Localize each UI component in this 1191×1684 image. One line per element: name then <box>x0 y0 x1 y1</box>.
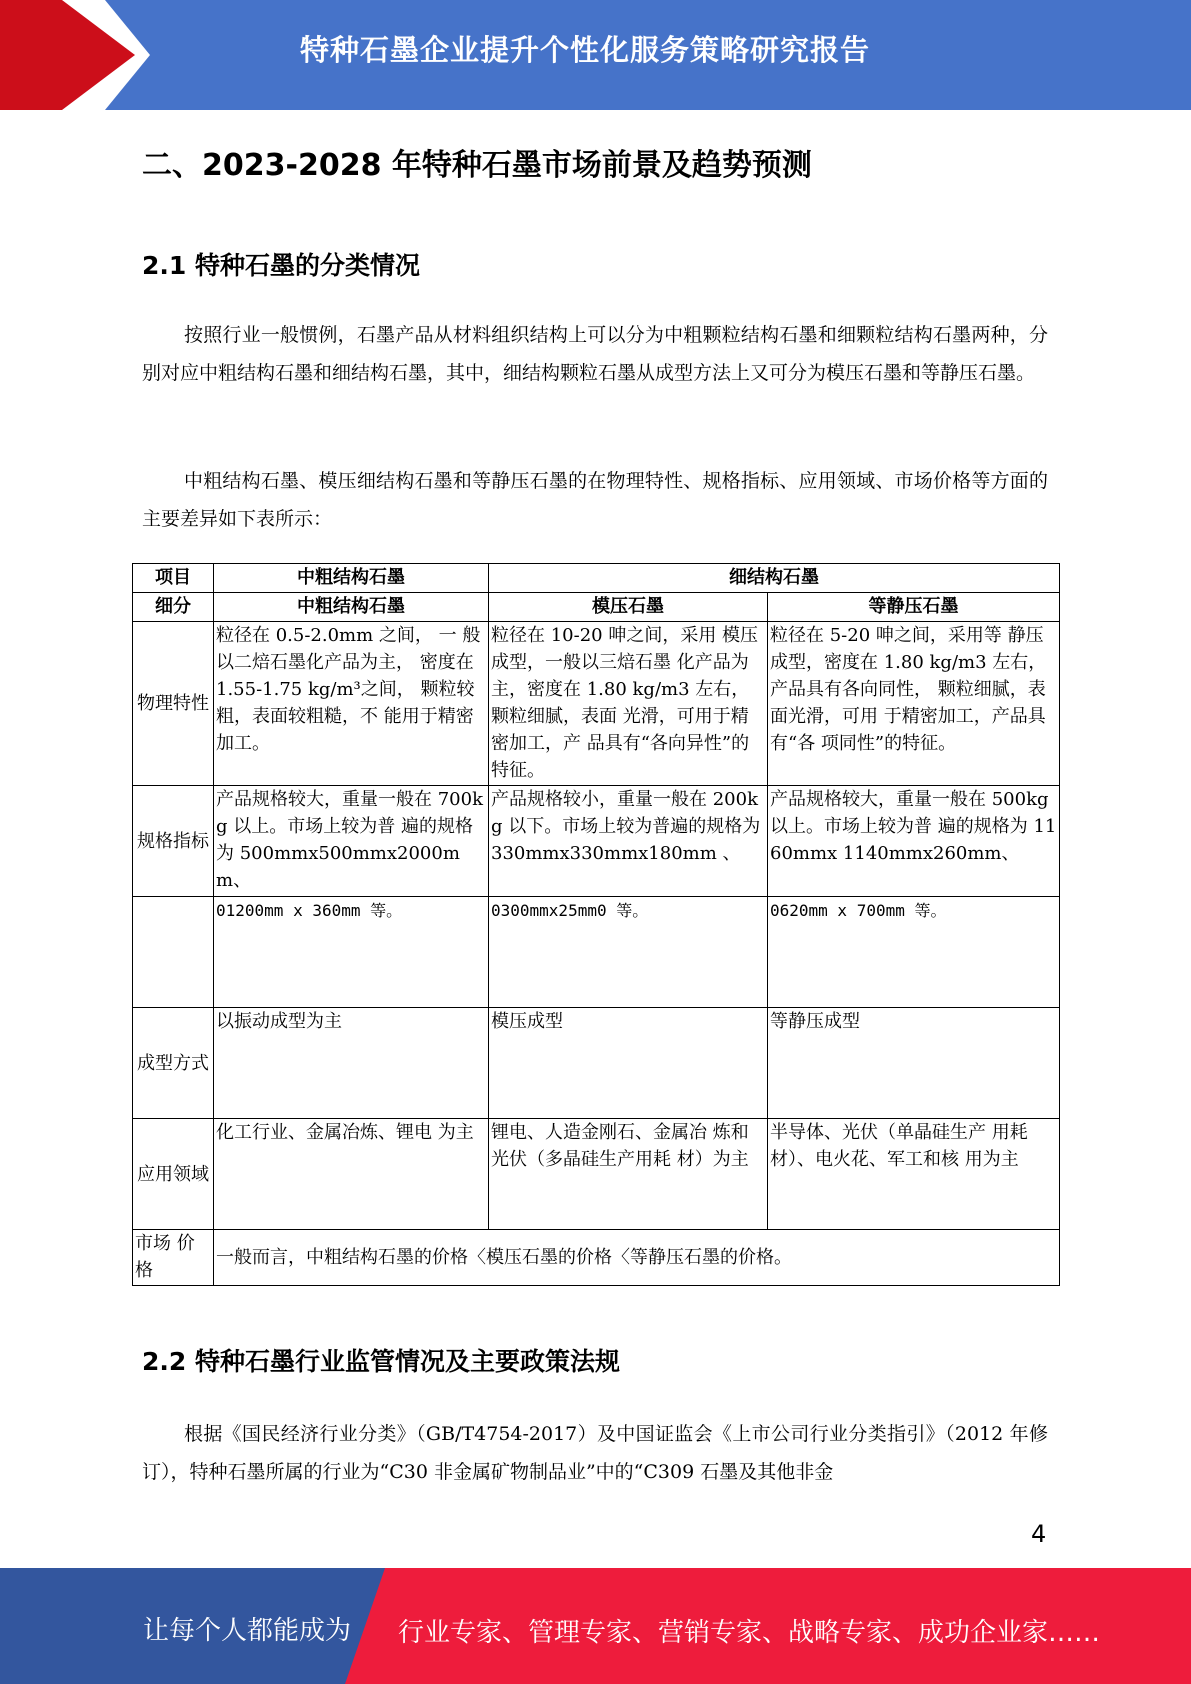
header-sub: 细分 <box>133 593 214 622</box>
cell-spec2-mold: 0300mmx25mm0 等。 <box>489 897 768 1008</box>
table-subheader-row <box>133 593 1060 622</box>
cell-application-iso: 半导体、光伏（单晶硅生产 用耗材）、电火花、军工和核 用为主 <box>768 1119 1060 1230</box>
header-arrow-icon <box>0 0 160 110</box>
header-coarse: 中粗结构石墨 <box>214 564 489 593</box>
footer-slogan-right: 行业专家、管理专家、营销专家、战略专家、成功企业家…… <box>398 1618 1101 1648</box>
table-row <box>133 622 1060 786</box>
table-header-row <box>133 564 1060 593</box>
subsection-title-2-1: 2.1 特种石墨的分类情况 <box>142 251 420 280</box>
header-sub-mold: 模压石墨 <box>489 593 768 622</box>
header-banner <box>0 0 1191 110</box>
cell-forming-mold: 模压成型 <box>489 1008 768 1119</box>
row-label-application: 应用领域 <box>133 1119 214 1230</box>
row-label-price: 市场 价格 <box>133 1230 214 1286</box>
header-sub-iso: 等静压石墨 <box>768 593 1060 622</box>
paragraph-classification: 按照行业一般惯例，石墨产品从材料组织结构上可以分为中粗颗粒结构石墨和细颗粒结构石墨两种，分别对应中粗结构石墨和细结构石墨，其中，细结构颗粒石墨从成型方法上又可分为模压石墨和等静压石墨。 <box>142 324 1048 384</box>
cell-physical-coarse: 粒径在 0.5-2.0mm 之间， 一 般以二焙石墨化产品为主， 密度在 1.55-1.75 kg/m³之间， 颗粒较粗，表面较粗糙，不 能用于精密加工。 <box>214 622 489 786</box>
row-label-spec: 规格指标 <box>133 786 214 897</box>
cell-price: 一般而言，中粗结构石墨的价格〈模压石墨的价格〈等静压石墨的价格。 <box>214 1230 1060 1286</box>
report-title: 特种石墨企业提升个性化服务策略研究报告 <box>300 33 871 67</box>
cell-spec2-coarse: 01200mm x 360mm 等。 <box>214 897 489 1008</box>
footer-slogan-left: 让每个人都能成为 <box>143 1616 352 1646</box>
section-title: 二、2023-2028 年特种石墨市场前景及趋势预测 <box>142 148 812 183</box>
subsection-title-2-2: 2.2 特种石墨行业监管情况及主要政策法规 <box>142 1347 620 1376</box>
cell-spec-coarse: 产品规格较大，重量一般在 700kg 以上。市场上较为普 遍的规格为 500mmx500mmx2000mm、 <box>214 786 489 897</box>
cell-forming-iso: 等静压成型 <box>768 1008 1060 1119</box>
cell-physical-mold: 粒径在 10-20 呻之间，采用 模压成型，一般以三焙石墨 化产品为主，密度在 1.80 kg/m3 左右，颗粒细腻，表面 光滑，可用于精密加工，产 品具有“各向异性”的特征。 <box>489 622 768 786</box>
header-fine: 细结构石墨 <box>489 564 1060 593</box>
paragraph-regulation: 根据《国民经济行业分类》（GB/T4754-2017）及中国证监会《上市公司行业分类指引》（2012 年修订），特种石墨所属的行业为“C30 非金属矿物制品业”中的“C309 石墨及其他非金 <box>142 1423 1048 1483</box>
comparison-table <box>132 563 1060 1286</box>
cell-application-mold: 锂电、人造金刚石、金属冶 炼和光伏（多晶硅生产用耗 材）为主 <box>489 1119 768 1230</box>
cell-spec2-iso: 0620mm x 700mm 等。 <box>768 897 1060 1008</box>
cell-application-coarse: 化工行业、金属冶炼、锂电 为主 <box>214 1119 489 1230</box>
table-row <box>133 897 1060 1008</box>
header-item: 项目 <box>133 564 214 593</box>
cell-physical-iso: 粒径在 5-20 呻之间，采用等 静压成型，密度在 1.80 kg/m3 左右，产品具有各向同性， 颗粒细腻，表面光滑，可用 于精密加工，产品具有“各 项同性”的特征。 <box>768 622 1060 786</box>
header-sub-coarse: 中粗结构石墨 <box>214 593 489 622</box>
table-row <box>133 1119 1060 1230</box>
cell-spec-mold: 产品规格较小，重量一般在 200kg 以下。市场上较为普遍的规格为 330mmx330mmx180mm 、 <box>489 786 768 897</box>
page-number: 4 <box>1031 1520 1047 1548</box>
row-label-physical: 物理特性 <box>133 622 214 786</box>
cell-forming-coarse: 以振动成型为主 <box>214 1008 489 1119</box>
table-row <box>133 1008 1060 1119</box>
cell-spec-iso: 产品规格较大，重量一般在 500kg 以上。市场上较为普 遍的规格为 1160mmx 1140mmx260mm、 <box>768 786 1060 897</box>
table-row <box>133 1230 1060 1286</box>
paragraph-differences: 中粗结构石墨、模压细结构石墨和等静压石墨的在物理特性、规格指标、应用领域、市场价格等方面的主要差异如下表所示： <box>142 470 1048 530</box>
row-label-empty <box>133 897 214 1008</box>
row-label-forming: 成型方式 <box>133 1008 214 1119</box>
table-row <box>133 786 1060 897</box>
